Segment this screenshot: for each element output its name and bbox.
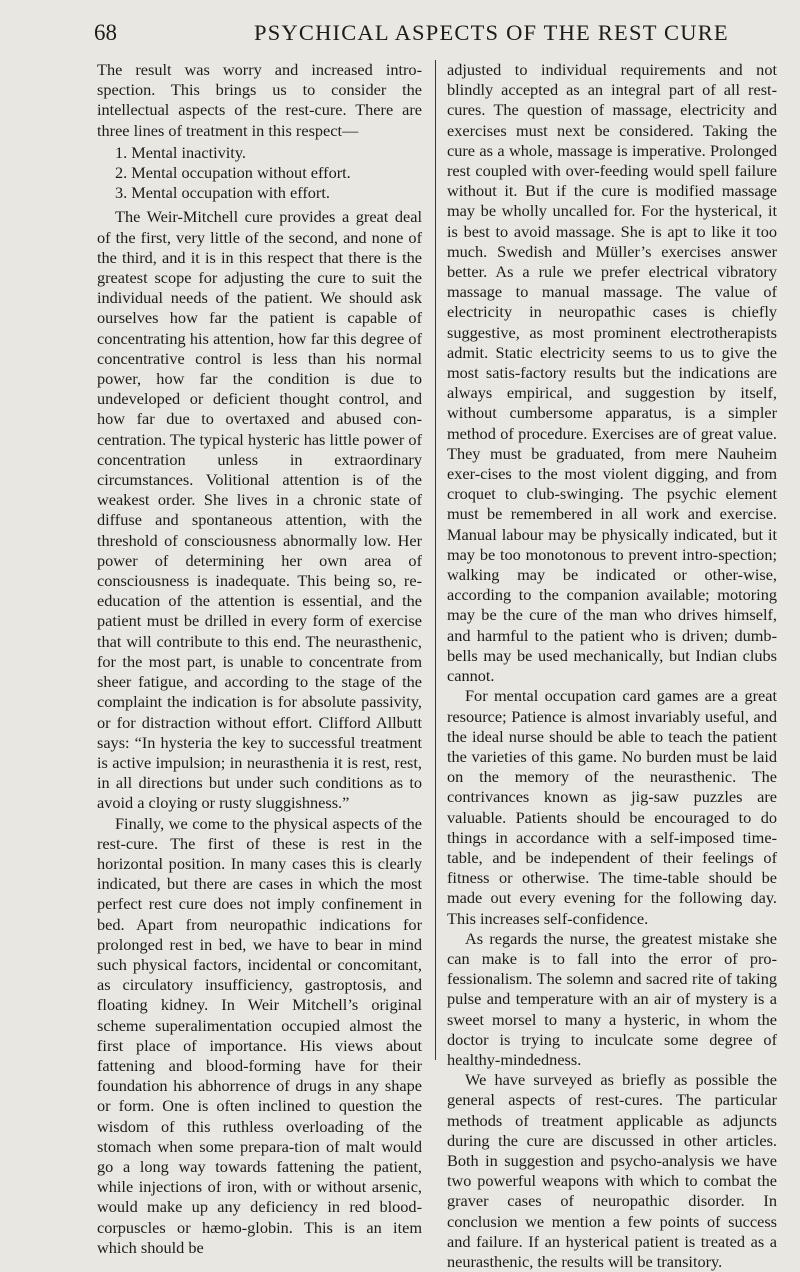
paragraph: For mental occupation card games are a great resource; Patience is almost invariably useful, and the ideal nurse should be able to teach the patient the varieties of this game. No burden must be laid on the memory of the neurasthenic. The contrivances known as jig-saw puzzles are valuable. Patients should be encouraged to do things in accordance with a self-imposed time-table, and be independent of their feelings of fitness or otherwise. The time-table should be made out every evening for the following day. This increases self-confidence. (447, 686, 777, 928)
column-divider (435, 60, 436, 1060)
paragraph: adjusted to individual requirements and not blindly accepted as an integral part of all rest-cures. The question of massage, electricity and exercises must next be considered. Taking the cure as a whole, massage is imperative. Prolonged rest coupled with over-feeding would spell failure without it. But if the cure is modified massage may be wholly uncalled for. For the hysterical, it is best to avoid massage. She is apt to like it too much. Swedish and Müller’s exercises answer better. As a rule we prefer electrical vibratory massage to manual massage. The value of electricity in neuropathic cases is chiefly suggestive, as most prominent electrotherapists admit. Static electricity seems to us to give the most satis-factory results but the indications are always empirical, and suggestion by itself, without cumbersome apparatus, is a simpler method of procedure. Exercises are of great value. They must be graduated, from mere Nauheim exer-cises to the most violent digging, and from croquet to club-swinging. The psychic element must be remembered in all work and exercise. Manual labour may be physically indicated, but it may be too monotonous to prevent intro-spection; walking may be indicated or other-wise, according to the companion available; motoring may be the cure of the man who drives himself, and harmful to the patient who is driven; dumb-bells may be used mechanically, but Indian clubs cannot. (447, 60, 777, 686)
list-item: 2. Mental occupation without effort. (115, 163, 351, 183)
paragraph: Finally, we come to the physical aspects of the rest-cure. The first of these is rest in the horizontal position. In many cases this is clearly indicated, but there are cases in which the most perfect rest cure does not imply confinement in bed. Apart from neuropathic indications for prolonged rest in bed, we have to bear in mind such physical factors, incidental or concomitant, as circulatory insufficiency, gastroptosis, and floating kidney. In Weir Mitchell’s original scheme superalimentation occupied almost the first place of importance. His views about fattening and blood-forming have for their foundation his abhorrence of drugs in any shape or form. One is often inclined to question the wisdom of this ruthless overloading of the stomach when some prepara-tion of malt would go a long way towards fattening the patient, while injections of iron, with or without arsenic, would make up any deficiency in red blood-corpuscles or hæmo-globin. This is an item which should be (97, 813, 422, 1257)
paragraph: As regards the nurse, the greatest mistake she can make is to fall into the error of pro-fessionalism. The solemn and sacred rite of taking pulse and temperature with an air of mystery is a sweet morsel to many a hysteric, in whom the doctor is trying to inculcate some degree of healthy-mindedness. (447, 928, 777, 1069)
page-number: 68 (94, 20, 117, 45)
page-header (94, 18, 774, 52)
running-title: PSYCHICAL ASPECTS OF THE REST CURE (254, 20, 729, 45)
treatment-list (97, 143, 422, 204)
right-column (447, 60, 777, 1272)
list-item: 3. Mental occupation with effort. (115, 183, 330, 203)
paragraph: We have surveyed as briefly as possible the general aspects of rest-cures. The particular methods of treatment applicable as adjuncts during the cure are discussed in other articles. Both in suggestion and psycho-analysis we have two powerful weapons with which to combat the graver cases of neuropathic disorder. In conclusion we mention a few points of success and failure. If an hysterical patient is treated as a neurasthenic, the results will be transitory. (447, 1070, 777, 1271)
list-item: 1. Mental inactivity. (115, 142, 246, 162)
left-column (97, 60, 422, 1258)
intro-paragraph: The result was worry and increased intro-spection. This brings us to consider the intellectual aspects of the rest-cure. There are three lines of treatment in this respect— (97, 60, 422, 140)
paragraph: The Weir-Mitchell cure provides a great deal of the first, very little of the second, and none of the third, and it is in this respect that there is the greatest scope for adjusting the cure to suit the individual needs of the patient. We should ask ourselves how far the patient is capable of concentrating his attention, how far this degree of concentrative control is less than his normal power, how far the condition is due to undeveloped or deficient thought control, and how far due to overtaxed and abused con-centration. The typical hysteric has little power of concentration unless in extraordinary circumstances. Volitional attention is of the weakest order. She lives in a chronic state of diffuse and spontaneous attention, with the threshold of consciousness abnormally low. Her power of determining her own area of consciousness is inadequate. This being so, re-education of the attention is essential, and the patient must be drilled in every form of exercise that will contribute to this end. The neurasthenic, for the most part, is unable to concentrate from sheer fatigue, and according to the stage of the complaint the indication is for absolute passivity, or for distraction without effort. Clifford Allbutt says: “In hysteria the key to successful treatment is active impulsion; in neurasthenia it is rest, rest, in all directions but under such conditions as to avoid a cloying or rusty sluggishness.” (97, 207, 422, 813)
